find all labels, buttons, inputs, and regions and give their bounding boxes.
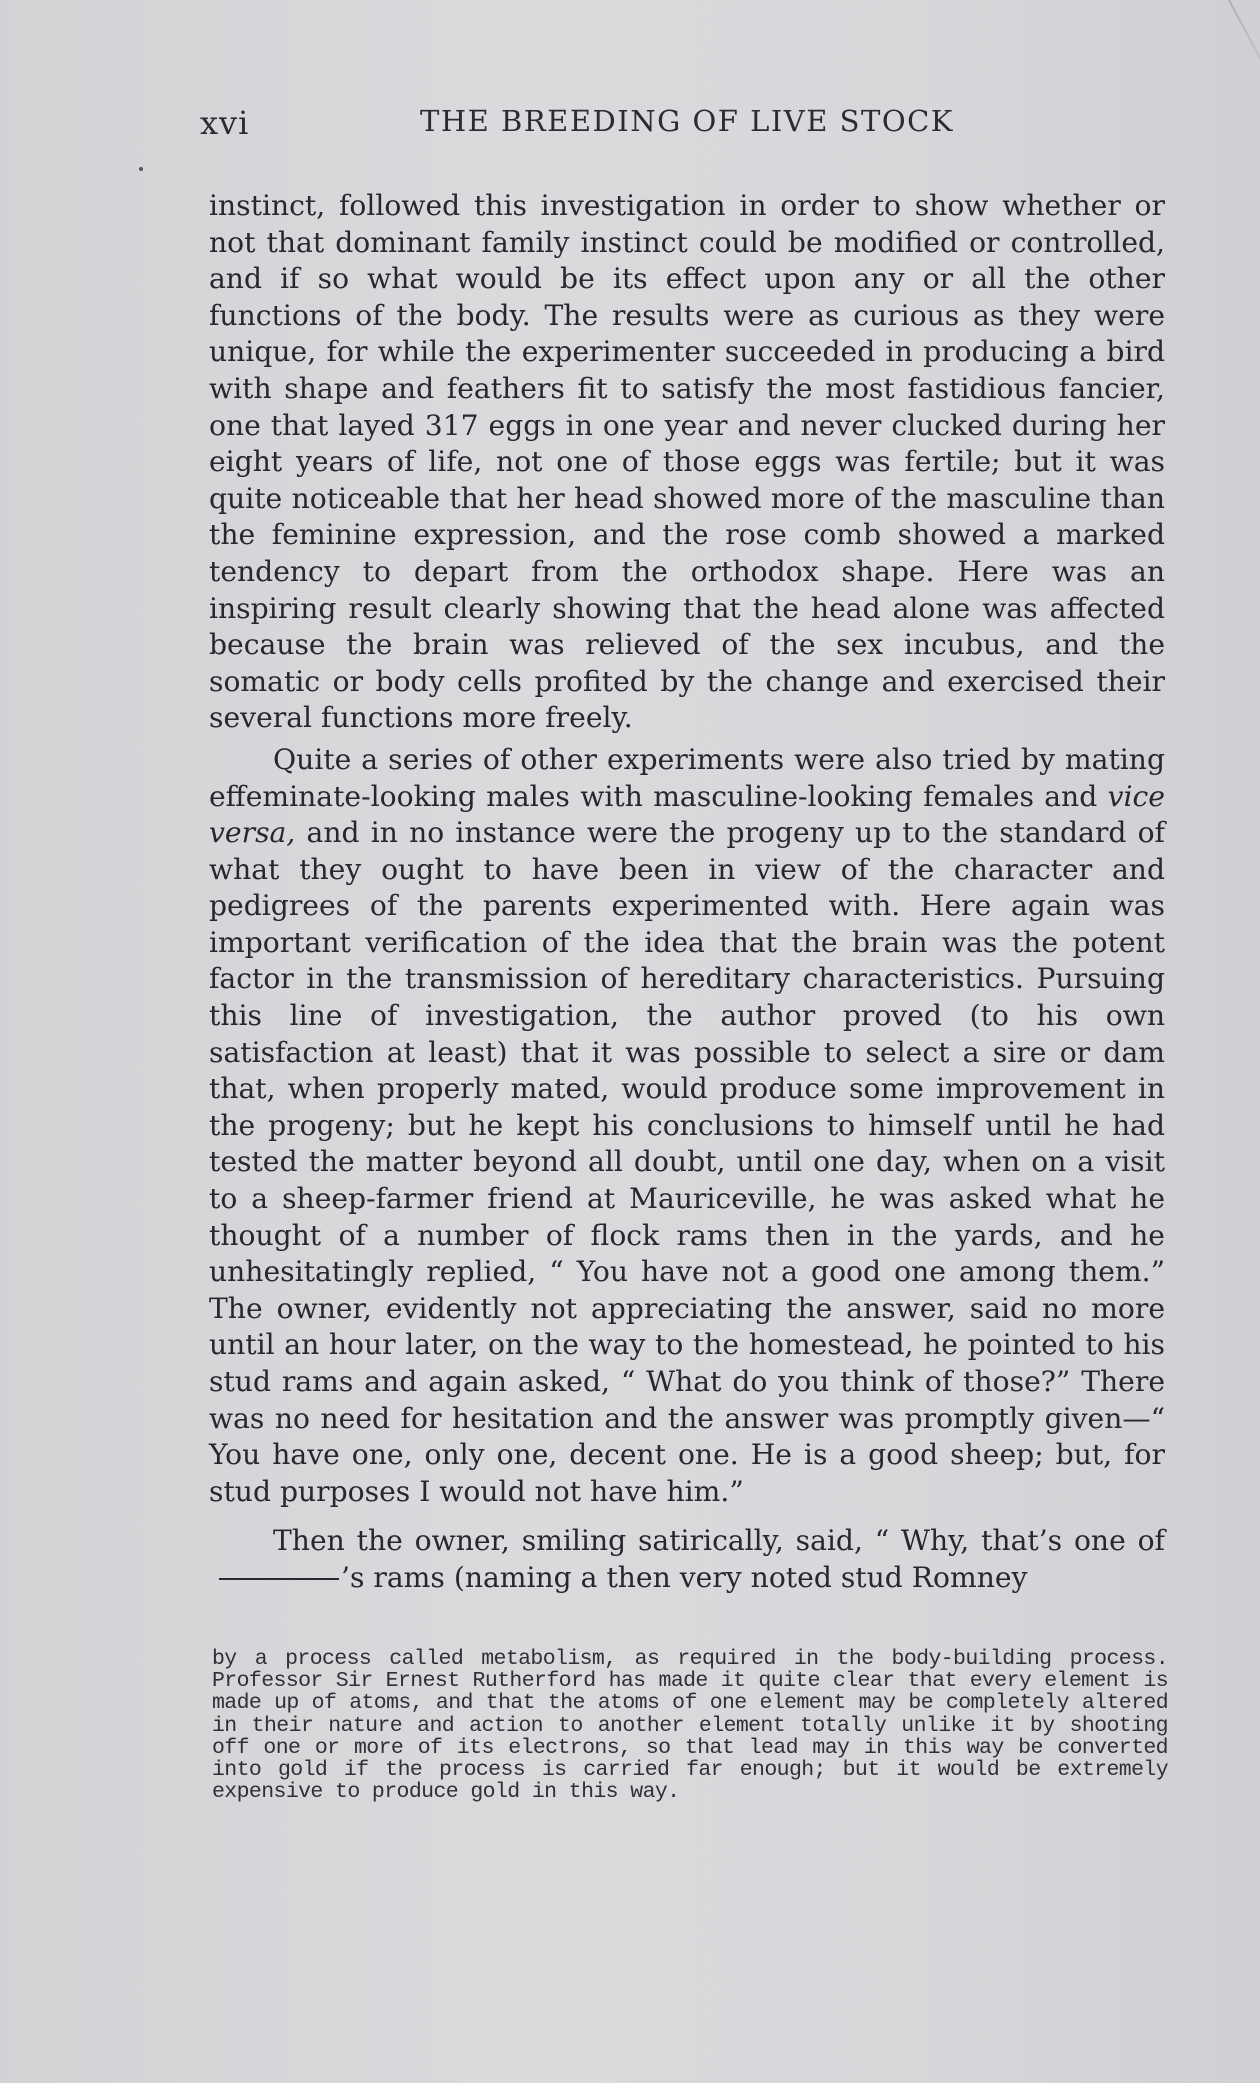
italic-phrase: vice versa, (209, 779, 1165, 850)
page-crease (1228, 0, 1260, 106)
paragraph-3 (209, 1523, 1165, 1596)
paragraph-2 (209, 742, 1165, 1510)
footnote: by a process called metabolism, as required in the body-building process. Professor Sir Ernest Rutherford has made it quite clear that every element is made up of atoms, and that the atoms of one element may be completely altered in their nature and action to another element totally unlike it by shooting off one or more of its electrons, so that lead may in this way be converted into gold if the process is carried far enough; but it would be extremely expensive to produce gold in this way. (212, 1647, 1168, 1805)
print-speck (139, 167, 143, 171)
page-number: xvi (200, 104, 250, 142)
paragraph-3-part-1: Then the owner, smiling satirically, said, “ Why, that’s one of (273, 1524, 1165, 1558)
paragraph-2-part-2: and in no instance were the progeny up to the standard of what they ought to have been in view of the character and pedigrees of the parents experimented with. Here again was important verification of the idea that the brain was the potent factor in the transmission of hereditary characteristics. Pursuing this line of investigation, the author proved (to his own satisfaction at least) that it was possible to select a sire or dam that, when properly mated, would produce some improvement in the progeny; but he kept his conclusions to himself until he had tested the matter beyond all doubt, until one day, when on a visit to a sheep-farmer friend at Mauriceville, he was asked what he thought of a number of flock rams then in the yards, and he unhesitatingly replied, “ You have not a good one among them.” The owner, evidently not appreciating the answer, said no more until an hour later, on the way to the homestead, he pointed to his stud rams and again asked, “ What do you think of those?” There was no need for hesitation and the answer was promptly given—“ You have one, only one, decent one. He is a good sheep; but, for stud purposes I would not have him.” (209, 816, 1165, 1508)
body-text (209, 188, 1165, 1597)
omission-dash (219, 1578, 339, 1580)
paragraph-2-part-1: Quite a series of other experiments were also tried by mating effeminate-looking males with masculine-looking females and (209, 742, 1165, 813)
running-head: THE BREEDING OF LIVE STOCK (420, 104, 954, 138)
paragraph-3-part-2: ’s rams (naming a then very noted stud Romney (341, 1560, 1028, 1594)
paragraph-1: instinct, followed this investigation in order to show whether or not that dominant family instinct could be modified or controlled, and if so what would be its effect upon any or all the other functions of the body. The results were as curious as they were unique, for while the experimenter succeeded in producing a bird with shape and feathers fit to satisfy the most fastidious fancier, one that layed 317 eggs in one year and never clucked during her eight years of life, not one of those eggs was fertile; but it was quite noticeable that her head showed more of the masculine than the feminine expression, and the rose comb showed a marked tendency to depart from the orthodox shape. Here was an inspiring result clearly showing that the head alone was affected because the brain was relieved of the sex incubus, and the somatic or body cells profited by the change and exercised their several functions more freely. (209, 189, 1165, 735)
